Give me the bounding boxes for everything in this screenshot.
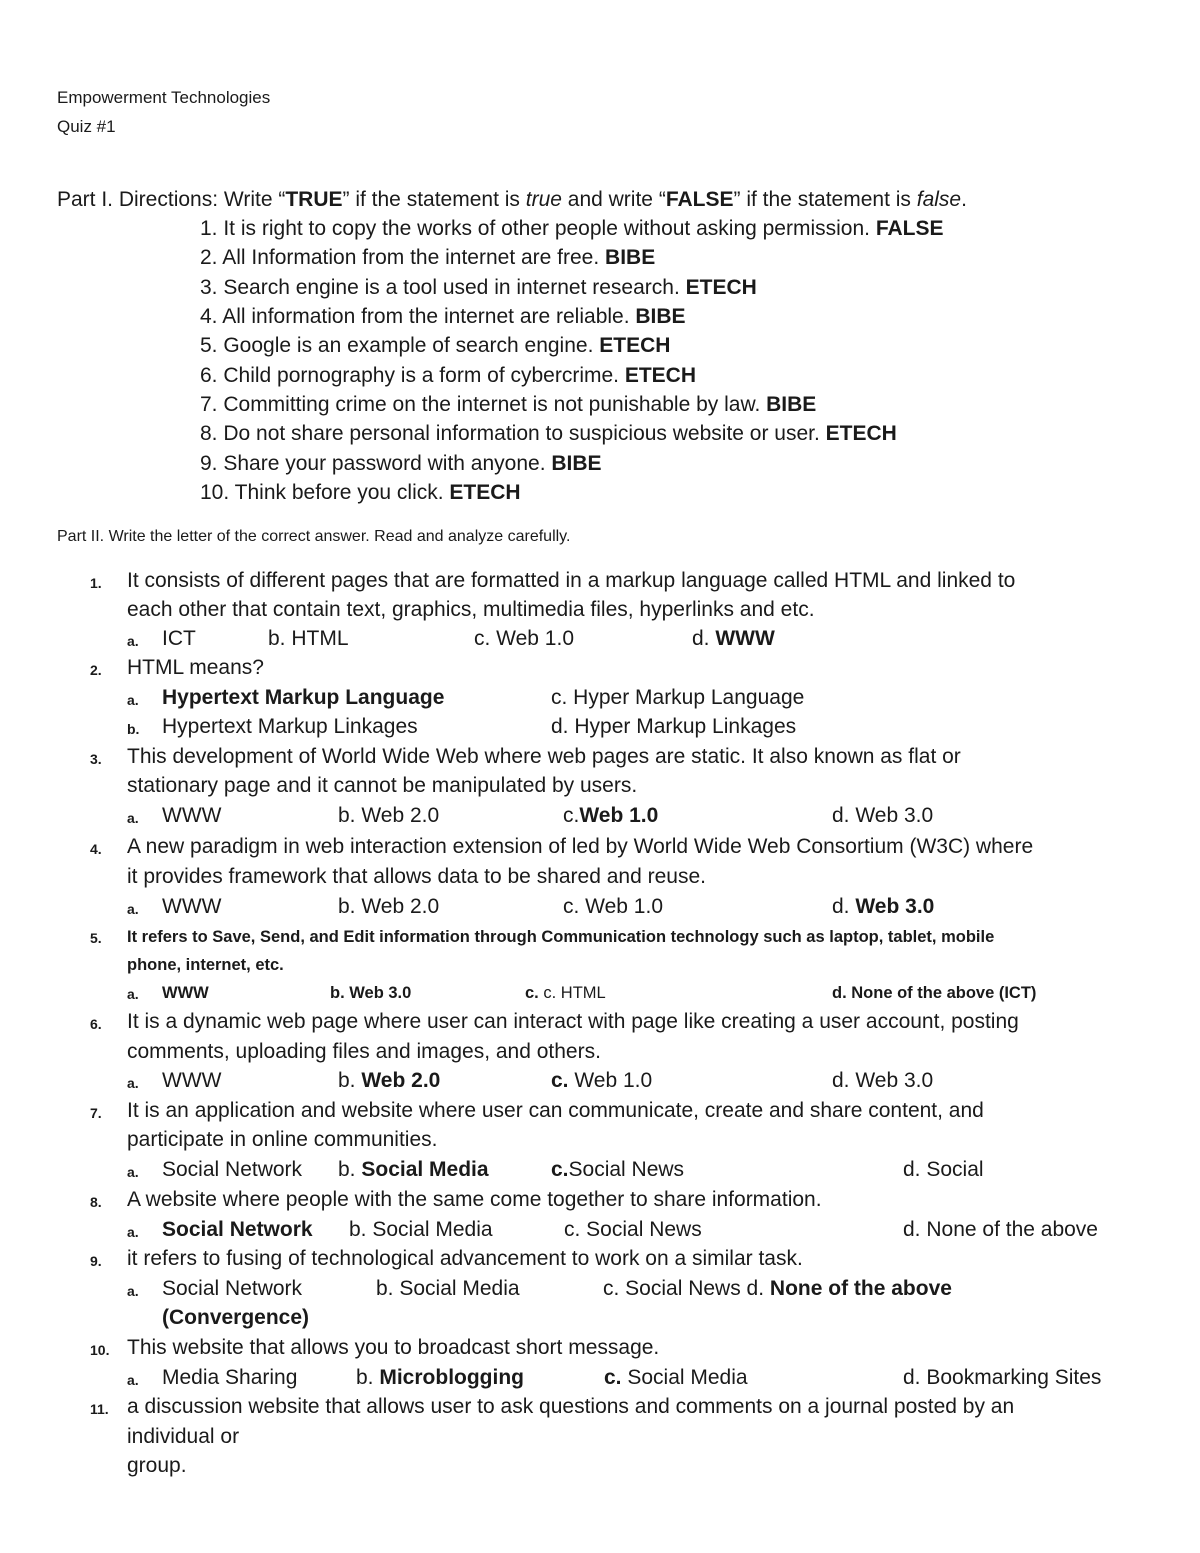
question-text: comments, uploading files and images, and others.	[127, 1040, 601, 1063]
question-text: A website where people with the same come together to share information.	[127, 1188, 822, 1211]
choice-a: WWW	[162, 895, 222, 918]
question-text: a discussion website that allows user to ask questions and comments on a journal posted by an	[127, 1395, 1015, 1418]
choice-c: c.Web 1.0	[563, 804, 659, 827]
choice-letter: a.	[127, 1075, 139, 1091]
part1-item: 4. All information from the internet are reliable. BIBE	[200, 305, 686, 328]
choice-letter: a.	[127, 901, 139, 917]
choice-c: c. Hyper Markup Language	[551, 686, 805, 709]
choice-letter: a.	[127, 633, 139, 649]
choice-d: d. Web 3.0	[832, 1069, 934, 1092]
part2-directions: Part II. Write the letter of the correct answer. Read and analyze carefully.	[57, 528, 571, 545]
choice-b: b. Social Media	[349, 1218, 493, 1241]
choice-a: WWW	[162, 1069, 222, 1092]
choice-c: c.Social News	[551, 1158, 685, 1181]
choice-d: d. Bookmarking Sites	[903, 1366, 1102, 1389]
choice-letter: a.	[127, 1283, 139, 1299]
choice-d: d. None of the above (ICT)	[832, 984, 1037, 1002]
question-text: stationary page and it cannot be manipulated by users.	[127, 774, 638, 797]
quiz-title: Quiz #1	[57, 117, 116, 136]
choice-b: b. Web 2.0	[338, 895, 440, 918]
choice-letter: a.	[127, 986, 139, 1002]
choice-letter: a.	[127, 1224, 139, 1240]
choice-d: d. Web 3.0	[832, 895, 935, 918]
choice-a: WWW	[162, 984, 209, 1002]
choice-a: Social Network	[162, 1158, 303, 1181]
question-number: 6.	[90, 1016, 102, 1032]
part1-item: 2. All Information from the internet are free. BIBE	[200, 246, 656, 269]
choice-d: d. Hyper Markup Linkages	[551, 715, 797, 738]
choice-b: b. Web 3.0	[330, 984, 412, 1002]
choice-a: Media Sharing	[162, 1366, 298, 1389]
choice-b: Hypertext Markup Linkages	[162, 715, 418, 738]
part1-item: 6. Child pornography is a form of cybercrime. ETECH	[200, 364, 697, 387]
choice-c: c. Web 1.0	[563, 895, 663, 918]
choice-b: b. Social Media	[376, 1277, 520, 1300]
choice-d-continued: (Convergence)	[162, 1306, 310, 1329]
choice-a: Social Network	[162, 1218, 313, 1241]
question-text: individual or	[127, 1425, 240, 1448]
question-number: 7.	[90, 1105, 102, 1121]
question-number: 10.	[90, 1342, 110, 1358]
question-number: 8.	[90, 1194, 102, 1210]
question-text: This development of World Wide Web where web pages are static. It also known as flat or	[127, 745, 961, 768]
choice-d: d. Web 3.0	[832, 804, 934, 827]
choice-c-d: c. Social News d. None of the above	[603, 1277, 952, 1300]
question-number: 2.	[90, 662, 102, 678]
choice-letter: a.	[127, 692, 139, 708]
choice-d: d. Social	[903, 1158, 984, 1181]
choice-c: c. Web 1.0	[474, 627, 574, 650]
question-text: group.	[127, 1454, 187, 1477]
question-number: 5.	[90, 930, 102, 946]
question-text: It refers to Save, Send, and Edit information through Communication technology such as laptop, tablet, mobile	[127, 928, 995, 946]
choice-a: WWW	[162, 804, 222, 827]
choice-b: b. Web 2.0	[338, 1069, 441, 1092]
part1-item: 10. Think before you click. ETECH	[200, 481, 521, 504]
question-text: phone, internet, etc.	[127, 956, 284, 974]
choice-c: c. Web 1.0	[551, 1069, 653, 1092]
question-text: it provides framework that allows data to be shared and reuse.	[127, 865, 706, 888]
part1-item: 3. Search engine is a tool used in internet research. ETECH	[200, 276, 757, 299]
choice-letter: a.	[127, 810, 139, 826]
question-text: This website that allows you to broadcast short message.	[127, 1336, 660, 1359]
part1-directions: Part I. Directions: Write “TRUE” if the statement is true and write “FALSE” if the statement is false.	[57, 188, 967, 211]
question-number: 4.	[90, 841, 102, 857]
question-text: participate in online communities.	[127, 1128, 438, 1151]
choice-c: c. Social News	[564, 1218, 702, 1241]
choice-b: b. HTML	[268, 627, 349, 650]
choice-c: c. c. HTML	[525, 984, 606, 1002]
choice-letter: a.	[127, 1372, 139, 1388]
choice-a: ICT	[162, 627, 196, 650]
choice-letter: a.	[127, 1164, 139, 1180]
question-text: It is an application and website where user can communicate, create and share content, and	[127, 1099, 984, 1122]
part1-item: 5. Google is an example of search engine. ETECH	[200, 334, 671, 357]
question-text: It is a dynamic web page where user can interact with page like creating a user account, posting	[127, 1010, 1019, 1033]
question-number: 11.	[90, 1401, 109, 1417]
choice-b: b. Social Media	[338, 1158, 489, 1181]
question-number: 9.	[90, 1253, 102, 1269]
question-text: HTML means?	[127, 656, 264, 679]
choice-d: d. WWW	[692, 627, 775, 650]
choice-c: c. Social Media	[604, 1366, 748, 1389]
question-number: 3.	[90, 751, 102, 767]
choice-b: b. Microblogging	[356, 1366, 525, 1389]
choice-b: b. Web 2.0	[338, 804, 440, 827]
choice-a: Social Network	[162, 1277, 303, 1300]
choice-letter: b.	[127, 721, 140, 737]
question-number: 1.	[90, 575, 102, 591]
choice-d: d. None of the above	[903, 1218, 1098, 1241]
choice-a: Hypertext Markup Language	[162, 686, 445, 709]
question-text: each other that contain text, graphics, multimedia files, hyperlinks and etc.	[127, 598, 815, 621]
question-text: It consists of different pages that are formatted in a markup language called HTML and linked to	[127, 569, 1016, 592]
part1-item: 1. It is right to copy the works of other people without asking permission. FALSE	[200, 217, 944, 240]
question-text: it refers to fusing of technological advancement to work on a similar task.	[127, 1247, 803, 1270]
part1-item: 9. Share your password with anyone. BIBE	[200, 452, 602, 475]
question-text: A new paradigm in web interaction extension of led by World Wide Web Consortium (W3C) where	[127, 835, 1034, 858]
part1-item: 7. Committing crime on the internet is not punishable by law. BIBE	[200, 393, 817, 416]
part1-item: 8. Do not share personal information to suspicious website or user. ETECH	[200, 422, 897, 445]
subject-title: Empowerment Technologies	[57, 88, 271, 107]
